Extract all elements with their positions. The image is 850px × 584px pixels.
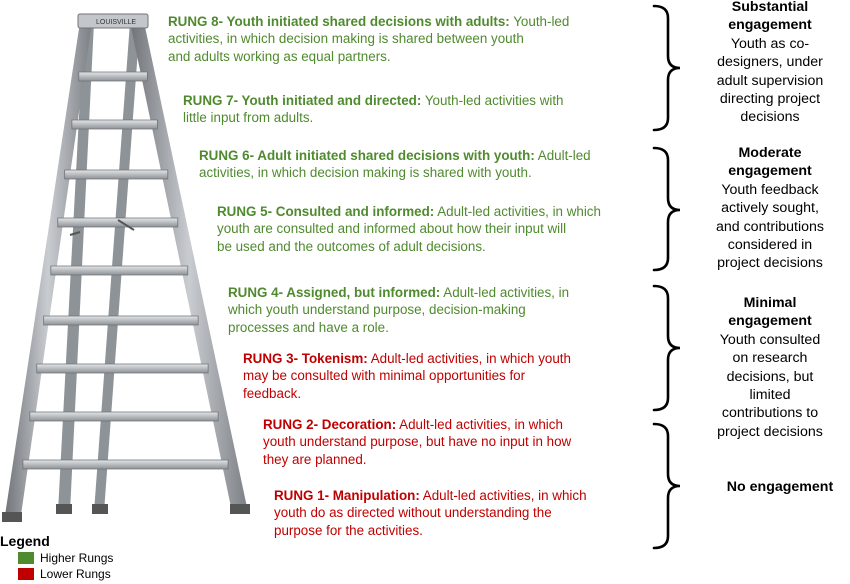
rung-8-label: RUNG 8- Youth initiated shared decisions with adults:: [168, 14, 510, 29]
rung-6-label: RUNG 6- Adult initiated shared decisions with youth:: [199, 148, 535, 163]
engagement-line: adult supervision: [716, 72, 824, 89]
rung-1-line: Adult-led activities, in which: [422, 488, 587, 503]
rung-5-label: RUNG 5- Consulted and informed:: [217, 204, 435, 219]
rung-7-label: RUNG 7- Youth initiated and directed:: [183, 93, 422, 108]
rung-8-line: and adults working as equal partners.: [168, 48, 391, 64]
legend-swatch-green: [18, 552, 34, 564]
rung-6-line: activities, in which decision making is shared with youth.: [199, 165, 532, 181]
engagement-line: and contributions: [715, 218, 825, 235]
engagement-heading: Moderate: [738, 145, 802, 161]
rung-3-line: may be consulted with minimal opportunities for: [243, 368, 526, 384]
engagement-substantial: [690, 0, 850, 127]
engagement-heading: engagement: [728, 17, 812, 34]
engagement-line: considered in: [727, 237, 813, 254]
rung-5-line: be used and the outcomes of adult decisions.: [217, 238, 486, 254]
engagement-minimal: [690, 294, 850, 441]
engagement-line: directing project: [719, 91, 821, 108]
legend-title: Legend: [0, 533, 50, 549]
rung-8-line: activities, in which decision making is shared between youth: [168, 31, 524, 47]
brace-minimal: [654, 286, 680, 410]
engagement-heading: Substantial: [731, 0, 809, 15]
rung-4-label: RUNG 4- Assigned, but informed:: [228, 285, 441, 300]
brace-none: [654, 424, 680, 548]
engagement-heading: Minimal: [743, 295, 797, 311]
engagement-line: decisions: [740, 109, 800, 126]
engagement-line: actively sought,: [721, 200, 819, 217]
engagement-heading: No engagement: [726, 479, 834, 495]
rung-1-line: youth do as directed without understanding the: [274, 505, 552, 521]
engagement-line: on research: [732, 350, 808, 367]
rung-3-line: feedback.: [243, 385, 302, 401]
legend-item-higher: [18, 550, 113, 566]
engagement-line: contributions to: [721, 405, 819, 422]
engagement-line: project decisions: [717, 255, 823, 272]
rung-2-line: they are planned.: [263, 451, 367, 467]
engagement-moderate: [690, 144, 850, 273]
rung-7-line: little input from adults.: [183, 110, 314, 126]
rung-4-line: which youth understand purpose, decision-making: [228, 302, 526, 318]
legend-item-lower: [18, 566, 113, 582]
engagement-line: project decisions: [717, 423, 823, 440]
engagement-line: decisions, but: [726, 368, 814, 385]
legend-label-lower: Lower Rungs: [40, 567, 111, 581]
rung-6-line: Adult-led: [537, 148, 591, 163]
engagement-line: Youth feedback: [721, 181, 819, 198]
rung-1-label: RUNG 1- Manipulation:: [274, 488, 420, 503]
ladder-brand: LOUISVILLE: [96, 19, 137, 26]
brace-substantial: [654, 6, 680, 130]
rung-4-line: processes and have a role.: [228, 319, 389, 335]
engagement-line: Youth as co-: [730, 35, 810, 52]
engagement-none: [700, 478, 850, 496]
rung-2-line: youth understand purpose, but have no input in how: [263, 434, 572, 450]
rung-2-line: Adult-led activities, in which: [399, 417, 563, 432]
rung-4-line: Adult-led activities, in: [443, 285, 570, 300]
engagement-line: Youth consulted: [719, 331, 821, 348]
rung-5-line: youth are consulted and informed about how their input will: [217, 221, 567, 237]
engagement-line: designers, under: [717, 54, 823, 71]
rung-7-line: Youth-led activities with: [424, 93, 564, 108]
rung-3-line: Adult-led activities, in which youth: [370, 351, 571, 366]
legend-swatch-red: [18, 568, 34, 580]
engagement-heading: engagement: [728, 163, 812, 180]
rung-1-line: purpose for the activities.: [274, 522, 423, 538]
legend-label-higher: Higher Rungs: [40, 551, 114, 565]
rung-2-label: RUNG 2- Decoration:: [263, 417, 397, 432]
rung-8-line: Youth-led: [513, 14, 570, 29]
engagement-heading: engagement: [728, 313, 812, 330]
rung-5-line: Adult-led activities, in which: [437, 204, 601, 219]
rung-3-label: RUNG 3- Tokenism:: [243, 351, 368, 366]
engagement-line: limited: [749, 387, 791, 404]
legend: [0, 532, 113, 582]
brace-moderate: [654, 148, 680, 270]
